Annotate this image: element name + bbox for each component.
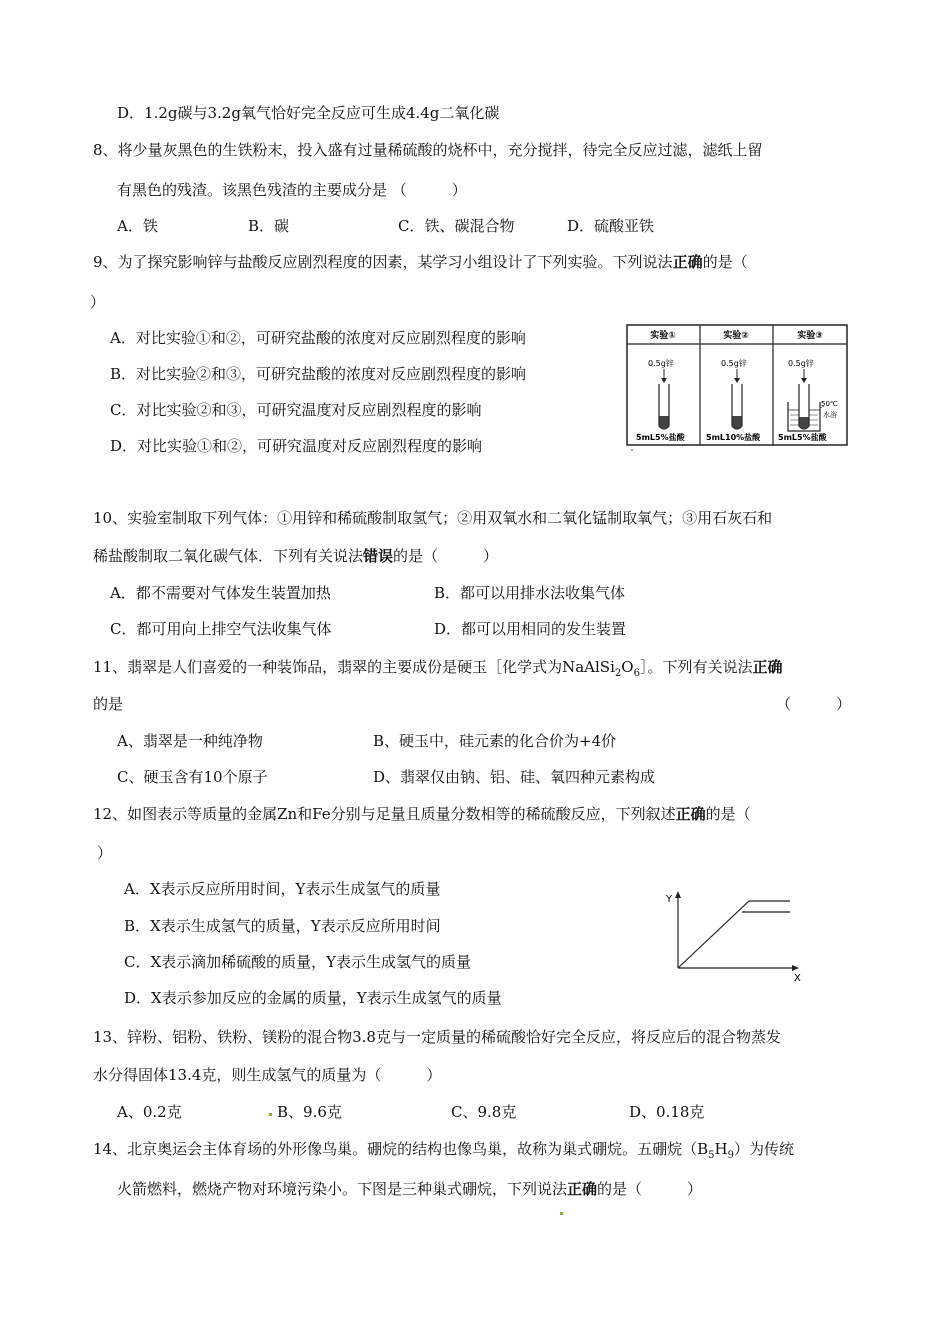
- q13-stem-line1: 13、锌粉、铝粉、铁粉、镁粉的混合物3.8克与一定质量的稀硫酸恰好完全反应，将反应后的混合物蒸发: [93, 1028, 781, 1046]
- fig-zinc-3: 0.5g锌: [788, 359, 814, 368]
- graph-x-label: X: [794, 973, 801, 984]
- fig-acid-3: 5mL5%盐酸: [778, 433, 827, 442]
- q11-answer-paren: （ ）: [776, 695, 852, 713]
- q10-stem-line2: [93, 546, 498, 566]
- q13-option-c: C、9.8克: [451, 1103, 517, 1121]
- q12-option-c: C．X表示滴加稀硫酸的质量，Y表示生成氢气的质量: [124, 953, 472, 971]
- q11-stem-post: ］。下列有关说法: [639, 658, 753, 676]
- q9-option-a: A．对比实验①和②，可研究盐酸的浓度对反应剧烈程度的影响: [110, 329, 526, 347]
- q14-stem2-bold: 正确: [567, 1180, 598, 1198]
- q10-stem-pre: 稀盐酸制取二氧化碳气体．下列有关说法: [93, 547, 364, 565]
- q7-option-d: D．1.2g碳与3.2g氧气恰好完全反应可生成4.4g二氧化碳: [117, 104, 500, 122]
- fig-acid-1: 5mL5%盐酸: [636, 433, 685, 442]
- q14-sub-h: 9: [727, 1150, 734, 1161]
- q9-stem-pre: 9、为了探究影响锌与盐酸反应剧烈程度的因素，某学习小组设计了下列实验。下列说法: [93, 253, 673, 271]
- q9-stem-bold: 正确: [672, 253, 703, 271]
- q14-stem2-post: 的是（ ）: [597, 1180, 703, 1198]
- q11-stem-line1: [93, 657, 782, 684]
- q14-stem2-pre: 火箭燃料，燃烧产物对环境污染小。下图是三种巢式硼烷，下列说法: [117, 1180, 568, 1198]
- q9-option-d: D．对比实验①和②，可研究温度对反应剧烈程度的影响: [110, 437, 483, 455]
- graph-y-label: Y: [666, 894, 673, 905]
- q13-option-b: B、9.6克: [277, 1103, 342, 1121]
- fig-acid-2: 5mL10%盐酸: [706, 433, 761, 442]
- q12-stem-pre: 12、如图表示等质量的金属Zn和Fe分别与足量且质量分数相等的稀硫酸反应，下列叙述: [93, 805, 676, 823]
- q11-stem-line2: 的是: [93, 695, 124, 713]
- q9-stem-post: 的是（: [702, 253, 748, 271]
- fig-bath-label: 水浴: [823, 411, 837, 419]
- q9-option-c: C．对比实验②和③，可研究温度对反应剧烈程度的影响: [110, 401, 482, 419]
- q11-sub-si: 2: [614, 668, 622, 679]
- q10-stem-bold: 错误: [363, 547, 394, 565]
- q8-option-d: D．硫酸亚铁: [567, 217, 655, 235]
- q8-option-c: C．铁、碳混合物: [398, 217, 515, 235]
- q11-option-c: C、硬玉含有10个原子: [117, 768, 268, 786]
- q11-stem-pre: 11、翡翠是人们喜爱的一种装饰品，翡翠的主要成份是硬玉［化学式为NaAlSi: [93, 658, 615, 676]
- q11-option-a: A、翡翠是一种纯净物: [117, 732, 263, 750]
- q14-stem-line1: [93, 1139, 794, 1166]
- q11-stem-bold: 正确: [752, 658, 783, 676]
- q9-stem-line2: ）: [90, 293, 106, 311]
- q12-option-d: D．X表示参加反应的金属的质量，Y表示生成氢气的质量: [124, 989, 502, 1007]
- fig-header-1: 实验①: [650, 331, 676, 341]
- q12-stem-bold: 正确: [675, 805, 706, 823]
- q12-stem-line1: [93, 804, 751, 824]
- q13-stem-line2: 水分得固体13.4克，则生成氢气的质量为（ ）: [93, 1066, 442, 1084]
- q11-option-d: D、翡翠仅由钠、铝、硅、氧四种元素构成: [373, 768, 656, 786]
- q12-option-b: B．X表示生成氢气的质量，Y表示反应所用时间: [124, 917, 441, 935]
- q9-option-b: B．对比实验②和③，可研究盐酸的浓度对反应剧烈程度的影响: [110, 365, 527, 383]
- q10-stem-line1: 10、实验室制取下列气体：①用锌和稀硫酸制取氢气；②用双氧水和二氧化锰制取氧气；③用石灰石和: [93, 509, 773, 527]
- q14-stem-post: ）为传统: [733, 1140, 794, 1158]
- q12-graph: [664, 888, 814, 984]
- fig-header-2: 实验②: [723, 331, 749, 341]
- q9-stem-line1: [93, 252, 748, 272]
- q13-option-a: A、0.2克: [117, 1103, 182, 1121]
- q10-option-b: B．都可以用排水法收集气体: [434, 584, 626, 602]
- q9-experiment-figure: [626, 324, 848, 454]
- fig-header-3: 实验③: [797, 331, 823, 341]
- fig-zinc-1: 0.5g锌: [648, 359, 674, 368]
- q11-option-b: B、硬玉中，硅元素的化合价为+4价: [373, 732, 617, 750]
- fig-zinc-2: 0.5g锌: [721, 359, 747, 368]
- q10-option-a: A．都不需要对气体发生装置加热: [110, 584, 331, 602]
- q10-option-c: C．都可用向上排空气法收集气体: [110, 620, 332, 638]
- q12-stem-line2: ）: [97, 844, 113, 862]
- fig-bath-temp: 50℃: [821, 400, 838, 408]
- q10-stem-post: 的是（ ）: [393, 547, 499, 565]
- q11-stem-o: O: [621, 658, 634, 676]
- graph-line-upper: [678, 901, 790, 968]
- q14-stem-line2: [117, 1179, 702, 1199]
- q14-sub-b: 5: [708, 1150, 715, 1161]
- q14-stem-pre: 14、北京奥运会主体育场的外形像鸟巢。硼烷的结构也像鸟巢，故称为巢式硼烷。五硼烷（B: [93, 1140, 709, 1158]
- q8-stem-line1: 8、将少量灰黑色的生铁粉末，投入盛有过量稀硫酸的烧杯中，充分搅拌，待完全反应过滤，滤纸上留: [93, 141, 763, 159]
- q14-stem-h: H: [714, 1140, 728, 1158]
- q11-sub-o: 6: [633, 668, 640, 679]
- q12-stem-post: 的是（: [705, 805, 751, 823]
- q10-option-d: D．都可以用相同的发生装置: [434, 620, 627, 638]
- q8-stem-line2: 有黑色的残渣。该黑色残渣的主要成分是 （ ）: [117, 181, 467, 199]
- q8-option-b: B．碳: [248, 217, 290, 235]
- q8-option-a: A．铁: [117, 217, 158, 235]
- q12-option-a: A．X表示反应所用时间，Y表示生成氢气的质量: [124, 880, 441, 898]
- q13-option-d: D、0.18克: [629, 1103, 705, 1121]
